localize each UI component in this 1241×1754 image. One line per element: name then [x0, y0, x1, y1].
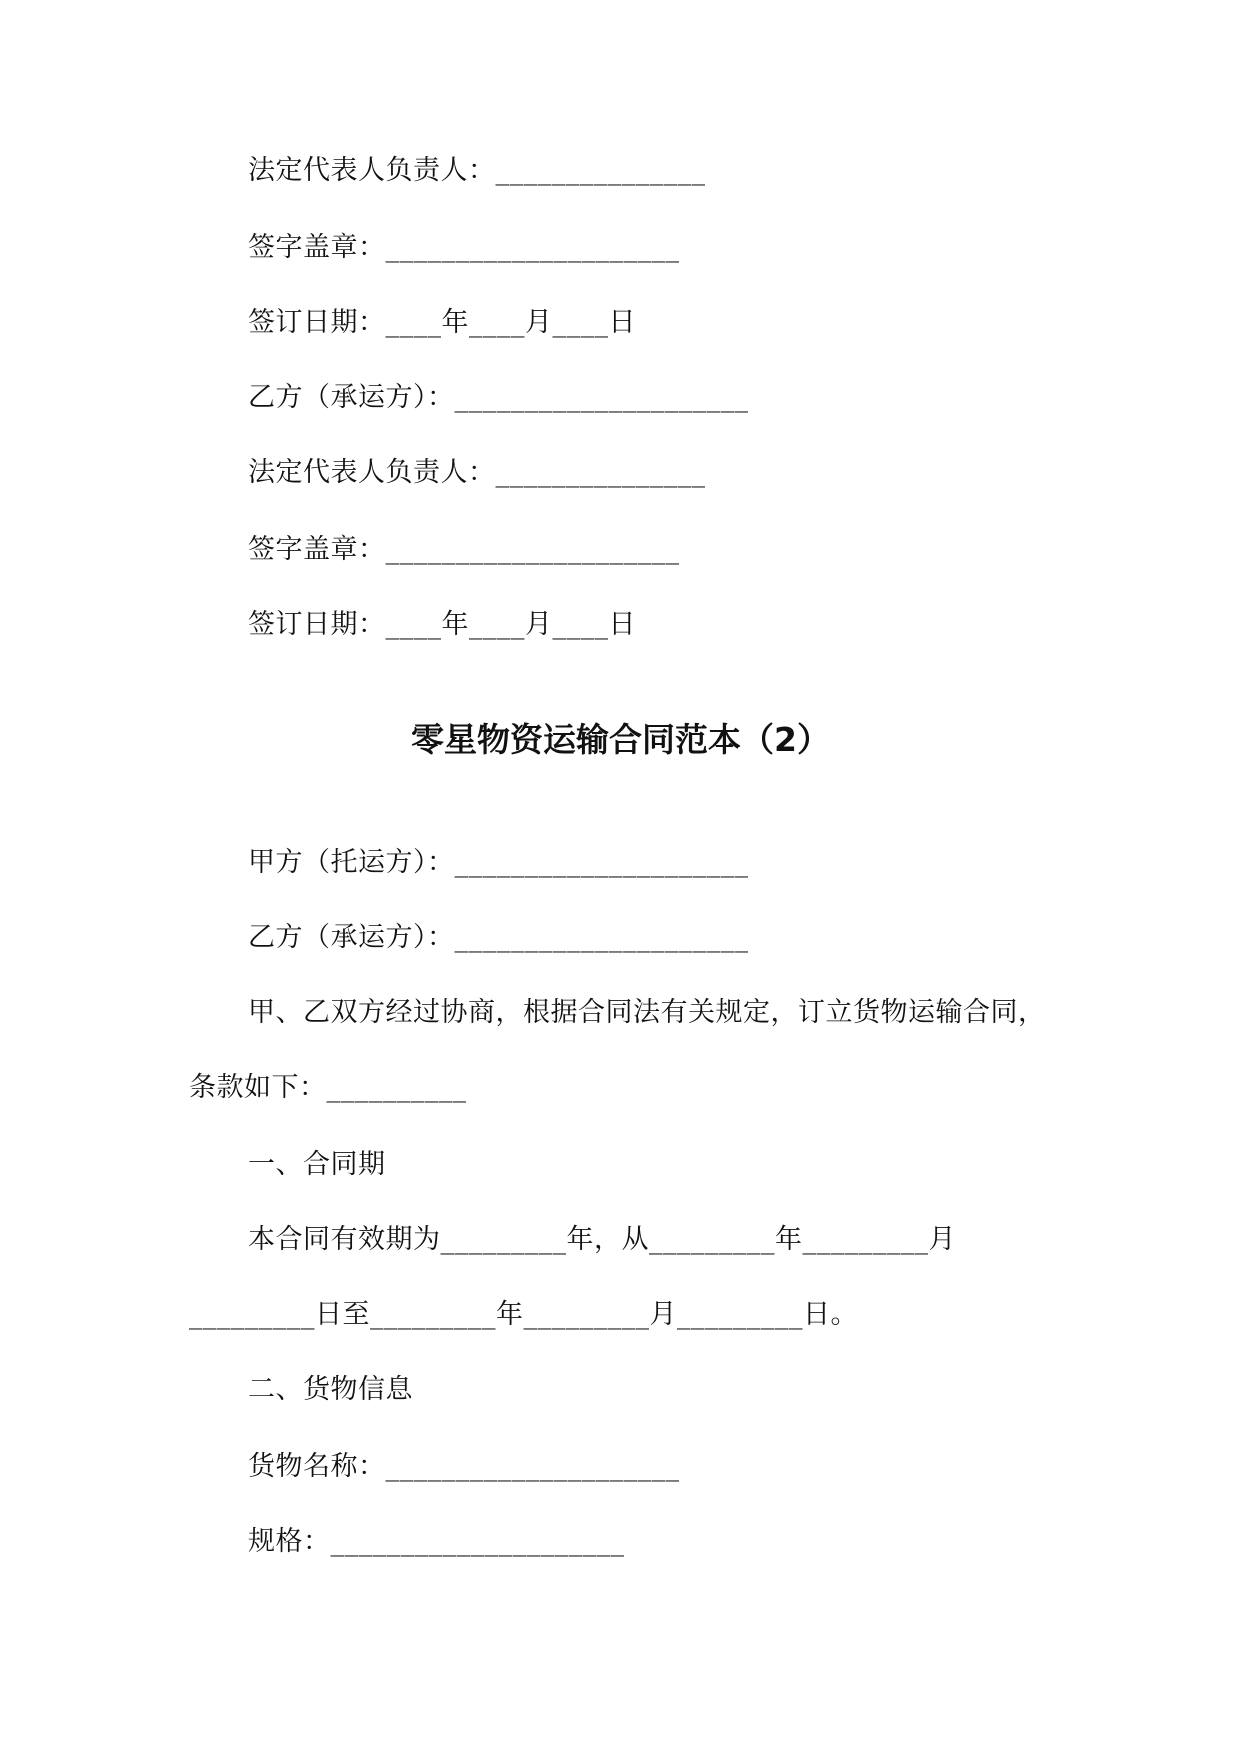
section-heading: 一、合同期 — [248, 1149, 386, 1180]
contract-term-line-2: _________日至_________年_________月_________日。 — [189, 1299, 858, 1330]
document-title: 零星物资运输合同范本（2） — [411, 720, 830, 759]
intro-line-2: 条款如下：__________ — [189, 1072, 467, 1103]
intro-line-1: 甲、乙双方经过协商，根据合同法有关规定，订立货物运输合同， — [248, 997, 1046, 1028]
goods-name-line: 货物名称：_____________________ — [248, 1451, 680, 1482]
sign-date-line: 签订日期：____年____月____日 — [248, 307, 636, 338]
party-a-line: 甲方（托运方）：_____________________ — [248, 847, 749, 878]
party-b-line: 乙方（承运方）：_____________________ — [248, 382, 749, 413]
signature-line: 签字盖章：_____________________ — [248, 232, 680, 263]
legal-rep-line: 法定代表人负责人：_______________ — [248, 457, 706, 488]
party-b-line: 乙方（承运方）：_____________________ — [248, 922, 749, 953]
spec-line: 规格：_____________________ — [248, 1526, 625, 1557]
sign-date-line: 签订日期：____年____月____日 — [248, 609, 636, 640]
contract-term-line-1: 本合同有效期为_________年，从_________年_________月 — [248, 1224, 956, 1255]
signature-line: 签字盖章：_____________________ — [248, 534, 680, 565]
legal-rep-line: 法定代表人负责人：_______________ — [248, 155, 706, 186]
section-heading: 二、货物信息 — [248, 1374, 413, 1405]
